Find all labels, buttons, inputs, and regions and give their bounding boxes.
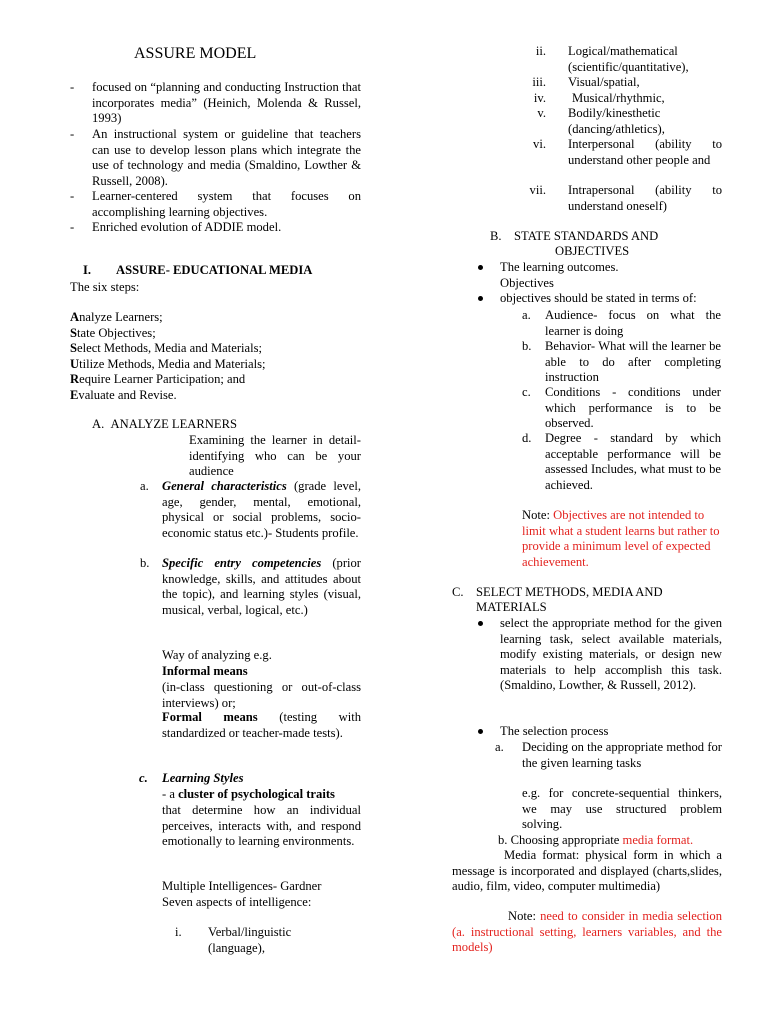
- dash-marker: -: [70, 220, 75, 234]
- bullet-icon: [478, 265, 483, 270]
- intro-item: [70, 189, 361, 220]
- item-letter: a.: [522, 308, 531, 322]
- specific-entry-competencies: Specific entry competencies (prior knowledge, skills, and attitudes about the topic), and learning styles (visual, musical, verbal, logical, etc.): [162, 556, 361, 617]
- media-format-text: Media format: physical form in which a message is incorporated and displayed (charts,slides, audio, film, video, computer multimedia): [452, 848, 722, 894]
- step-item: State Objectives;: [70, 325, 156, 340]
- intelligence-num: v.: [537, 106, 546, 120]
- mi-line-1: Multiple Intelligences- Gardner: [162, 879, 322, 893]
- intro-text: focused on “planning and conducting Instruction that incorporates media” (Heinich, Molenda & Russel, 1993): [92, 80, 361, 126]
- intelligence-num: iv.: [533, 91, 546, 105]
- bullet-text: Objectives: [500, 276, 554, 290]
- item-letter: b.: [140, 556, 150, 570]
- intelligence-text: Bodily/kinesthetic (dancing/athletics),: [568, 106, 665, 136]
- step-item: Select Methods, Media and Materials;: [70, 341, 263, 356]
- bullet-text: The learning outcomes.: [500, 260, 619, 274]
- section-c-letter: C.: [452, 585, 464, 599]
- way-of-analyzing: Way of analyzing e.g.: [162, 648, 272, 662]
- intelligence-text: Interpersonal (ability to understand other people and: [568, 137, 722, 167]
- example-text: e.g. for concrete-sequential thinkers, we may use structured problem solving.: [522, 786, 722, 832]
- section-c-heading: SELECT METHODS, MEDIA AND: [476, 585, 663, 599]
- intro-item: [70, 80, 361, 127]
- intelligence-text: Intrapersonal (ability to understand oneself): [568, 183, 722, 213]
- objectives-note: Note: Objectives are not intended to limit what a student learns but rather to provide a minimum level of expected achievement.: [522, 508, 720, 569]
- intelligence-num: i.: [175, 925, 182, 939]
- section-c-heading-cont: MATERIALS: [476, 600, 547, 614]
- objective-conditions: Conditions - conditions under which performance is to be observed.: [545, 385, 721, 431]
- dash-marker: -: [70, 80, 75, 94]
- informal-means-label: Informal means: [162, 664, 248, 678]
- selection-process: The selection process: [500, 724, 609, 738]
- item-letter: d.: [522, 431, 532, 445]
- step-item: Require Learner Participation; and: [70, 372, 246, 387]
- steps-list: [70, 310, 266, 404]
- step-item: Utilize Methods, Media and Materials;: [70, 356, 266, 371]
- item-letter: c.: [522, 385, 531, 399]
- step-item: Evaluate and Revise.: [70, 387, 177, 402]
- mi-line-2: Seven aspects of intelligence:: [162, 895, 312, 909]
- intelligence-num: vii.: [529, 183, 546, 197]
- learning-styles-label: Learning Styles: [162, 771, 244, 785]
- item-letter: b.: [522, 339, 532, 353]
- section-b-letter: B.: [490, 229, 502, 243]
- objective-degree: Degree - standard by which acceptable performance will be assessed Includes, what must to be achieved.: [545, 431, 721, 492]
- six-steps-intro: The six steps:: [70, 280, 140, 294]
- intro-list: [70, 80, 361, 236]
- item-letter: a.: [140, 479, 149, 493]
- formal-means: Formal means (testing with standardized or teacher-made tests).: [162, 710, 362, 740]
- objective-behavior: Behavior- What will the learner be able to do after completing instruction: [545, 339, 721, 385]
- item-letter: a.: [495, 740, 504, 754]
- learning-styles-text: that determine how an individual perceives, interacts with, and respond emotionally to learning environments.: [162, 803, 361, 849]
- bullet-icon: [478, 621, 483, 626]
- general-characteristics: General characteristics (grade level, age, gender, mental, emotional, physical or social problems, socio-economic status etc.)- Students profile.: [162, 479, 361, 540]
- section-b-heading-cont: OBJECTIVES: [555, 244, 630, 258]
- intro-text: Learner-centered system that focuses on accomplishing learning objectives.: [92, 189, 361, 219]
- intelligence-num: iii.: [532, 75, 546, 89]
- informal-means-text: (in-class questioning or out-of-class interviews) or;: [162, 680, 361, 710]
- dash-marker: -: [70, 127, 75, 141]
- intelligence-text: Verbal/linguistic (language),: [208, 925, 292, 955]
- section-1-heading: ASSURE- EDUCATIONAL MEDIA: [116, 263, 313, 277]
- bullet-icon: [478, 296, 483, 301]
- page-title: ASSURE MODEL: [134, 45, 257, 62]
- section-1-number: I.: [83, 263, 92, 277]
- dash-marker: -: [70, 189, 75, 203]
- objective-audience: Audience- focus on what the learner is doing: [545, 308, 721, 338]
- intelligence-text: Logical/mathematical (scientific/quantitative),: [568, 44, 689, 74]
- intelligence-num: ii.: [535, 44, 546, 58]
- intelligence-text: Visual/spatial,: [568, 75, 640, 89]
- deciding-method-text: Deciding on the appropriate method for the given learning tasks: [522, 740, 722, 770]
- section-b-heading: STATE STANDARDS AND: [514, 229, 659, 243]
- bullet-icon: [478, 729, 483, 734]
- media-selection-note: Note: need to consider in media selection (a. instructional setting, learners variables, and the models): [452, 909, 722, 955]
- intro-text: Enriched evolution of ADDIE model.: [92, 220, 282, 234]
- bullet-text: objectives should be stated in terms of:: [500, 291, 697, 305]
- learning-styles-lead: - a cluster of psychological traits: [162, 787, 335, 801]
- item-letter: c.: [139, 771, 148, 785]
- intelligence-text: Musical/rhythmic,: [572, 91, 665, 105]
- choosing-media-text: b. Choosing appropriate media format.: [498, 833, 694, 847]
- intelligence-num: vi.: [533, 137, 546, 151]
- intro-item: [70, 220, 361, 236]
- step-item: Analyze Learners;: [70, 310, 163, 324]
- select-method-text: select the appropriate method for the given learning task, select available materials, modify existing materials, or design new materials to help accomplish this task. (Smaldino, Lowther, & Russell, 2012).: [500, 616, 722, 693]
- analyze-intro: Examining the learner in detail- identifying who can be your audience: [189, 433, 361, 479]
- section-a-heading: A. ANALYZE LEARNERS: [92, 417, 237, 431]
- intro-text: An instructional system or guideline that teachers can use to develop lesson plans which integrate the use of technology and media (Smaldino, Lowther & Russell, 2008).: [92, 127, 361, 188]
- intro-item: [70, 127, 361, 189]
